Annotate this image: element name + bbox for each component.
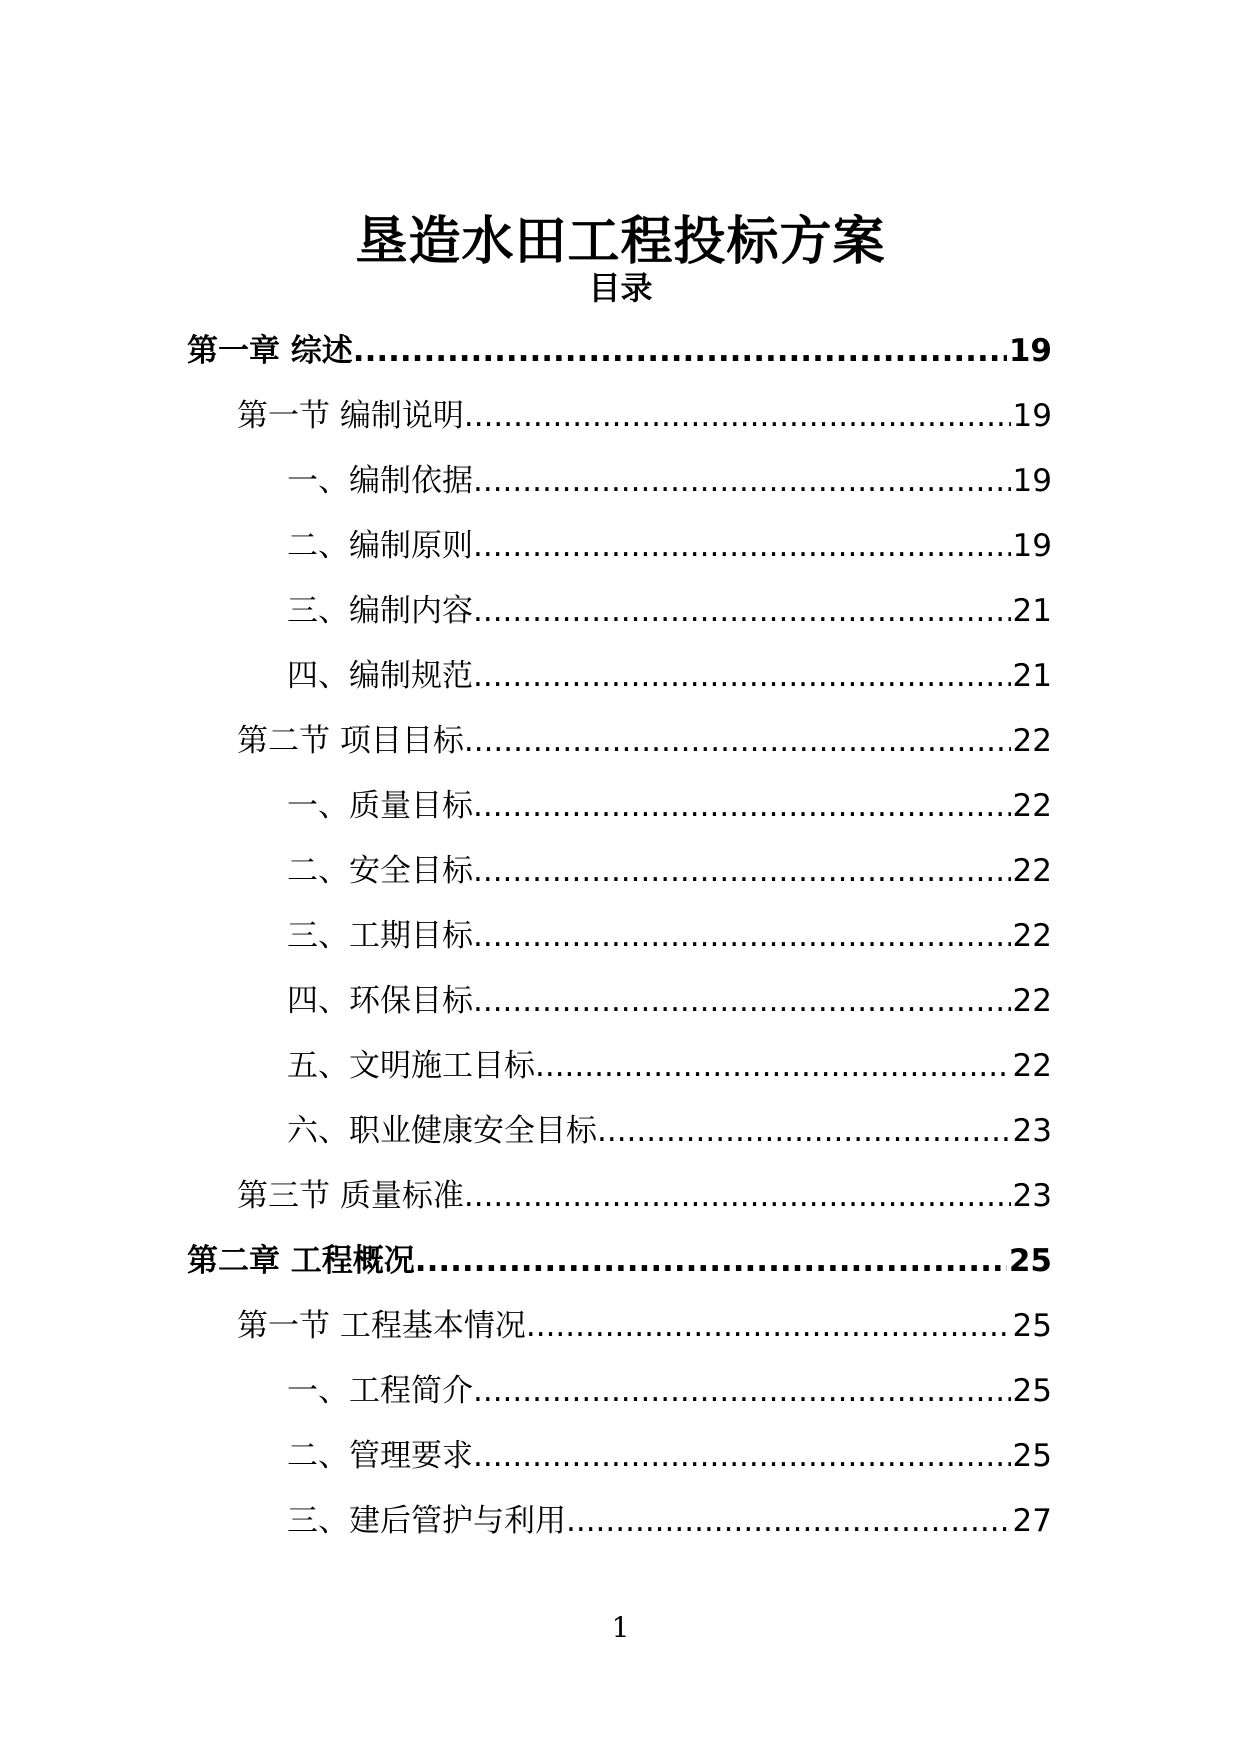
toc-subsection-entry[interactable] bbox=[0, 579, 1052, 644]
toc-entry-page: 23 bbox=[1012, 1178, 1052, 1214]
toc-dot-leader bbox=[415, 1229, 1007, 1294]
toc-entry-label: 五、文明施工目标 bbox=[287, 1048, 535, 1084]
toc-entry-label: 二、安全目标 bbox=[287, 853, 473, 889]
toc-entry-label: 第三节 质量标准 bbox=[237, 1178, 464, 1214]
toc-entry-page: 25 bbox=[1012, 1373, 1052, 1409]
toc-subsection-entry[interactable] bbox=[0, 969, 1052, 1034]
toc-dot-leader bbox=[597, 1099, 1011, 1164]
toc-entry-label: 一、工程简介 bbox=[287, 1373, 473, 1409]
toc-subsection-entry[interactable] bbox=[0, 839, 1052, 904]
toc-entry-label: 第一节 编制说明 bbox=[237, 398, 464, 434]
toc-dot-leader bbox=[464, 384, 1011, 449]
toc-entry-label: 二、编制原则 bbox=[287, 528, 473, 564]
toc-dot-leader bbox=[473, 969, 1011, 1034]
toc-chapter-entry[interactable] bbox=[0, 319, 1052, 384]
document-title: 垦造水田工程投标方案 bbox=[355, 211, 886, 272]
toc-dot-leader bbox=[473, 449, 1011, 514]
toc-dot-leader bbox=[473, 904, 1011, 969]
toc-subsection-entry[interactable] bbox=[0, 1099, 1052, 1164]
toc-entry-page: 19 bbox=[1012, 463, 1052, 499]
toc-entry-label: 一、质量目标 bbox=[287, 788, 473, 824]
toc-entry-label: 第一章 综述 bbox=[187, 333, 353, 369]
toc-entry-label: 第二章 工程概况 bbox=[187, 1243, 415, 1279]
toc-entry-page: 19 bbox=[1012, 528, 1052, 564]
toc-entry-label: 一、编制依据 bbox=[287, 463, 473, 499]
toc-entry-page: 21 bbox=[1012, 593, 1052, 629]
toc-entry-label: 三、工期目标 bbox=[287, 918, 473, 954]
toc-subsection-entry[interactable] bbox=[0, 1489, 1052, 1554]
toc-section-entry[interactable] bbox=[0, 709, 1052, 774]
toc-entry-page: 25 bbox=[1012, 1308, 1052, 1344]
toc-entry-label: 第二节 项目目标 bbox=[237, 723, 464, 759]
toc-entry-page: 23 bbox=[1012, 1113, 1052, 1149]
toc-section-entry[interactable] bbox=[0, 1164, 1052, 1229]
toc-entry-page: 22 bbox=[1012, 788, 1052, 824]
toc-entry-page: 21 bbox=[1012, 658, 1052, 694]
toc-entry-page: 25 bbox=[1012, 1438, 1052, 1474]
toc-entry-page: 19 bbox=[1008, 333, 1052, 369]
toc-dot-leader bbox=[473, 514, 1011, 579]
toc-dot-leader bbox=[473, 1359, 1011, 1424]
toc-subsection-entry[interactable] bbox=[0, 904, 1052, 969]
page-number: 1 bbox=[611, 1611, 630, 1644]
toc-dot-leader bbox=[464, 1164, 1011, 1229]
toc-entry-label: 四、环保目标 bbox=[287, 983, 473, 1019]
toc-entry-page: 22 bbox=[1012, 918, 1052, 954]
toc-dot-leader bbox=[353, 319, 1007, 384]
toc-entry-page: 22 bbox=[1012, 1048, 1052, 1084]
toc-entry-label: 六、职业健康安全目标 bbox=[287, 1113, 597, 1149]
toc-entry-label: 三、建后管护与利用 bbox=[287, 1503, 566, 1539]
toc-subsection-entry[interactable] bbox=[0, 774, 1052, 839]
toc-entry-page: 22 bbox=[1012, 853, 1052, 889]
toc-dot-leader bbox=[526, 1294, 1011, 1359]
toc-dot-leader bbox=[473, 644, 1011, 709]
toc-dot-leader bbox=[473, 774, 1011, 839]
toc-dot-leader bbox=[473, 1424, 1011, 1489]
toc-entry-label: 第一节 工程基本情况 bbox=[237, 1308, 526, 1344]
table-of-contents bbox=[0, 319, 1241, 1554]
toc-entry-page: 27 bbox=[1012, 1503, 1052, 1539]
toc-dot-leader bbox=[473, 579, 1011, 644]
toc-subsection-entry[interactable] bbox=[0, 644, 1052, 709]
toc-section-entry[interactable] bbox=[0, 1294, 1052, 1359]
toc-dot-leader bbox=[464, 709, 1011, 774]
toc-dot-leader bbox=[473, 839, 1011, 904]
toc-entry-label: 四、编制规范 bbox=[287, 658, 473, 694]
toc-dot-leader bbox=[535, 1034, 1011, 1099]
toc-entry-page: 22 bbox=[1012, 723, 1052, 759]
toc-dot-leader bbox=[566, 1489, 1011, 1554]
toc-subsection-entry[interactable] bbox=[0, 449, 1052, 514]
toc-entry-page: 22 bbox=[1012, 983, 1052, 1019]
toc-entry-page: 19 bbox=[1012, 398, 1052, 434]
toc-heading: 目录 bbox=[588, 269, 653, 307]
toc-subsection-entry[interactable] bbox=[0, 514, 1052, 579]
toc-entry-label: 二、管理要求 bbox=[287, 1438, 473, 1474]
toc-subsection-entry[interactable] bbox=[0, 1424, 1052, 1489]
toc-section-entry[interactable] bbox=[0, 384, 1052, 449]
toc-chapter-entry[interactable] bbox=[0, 1229, 1052, 1294]
toc-entry-page: 25 bbox=[1008, 1243, 1052, 1279]
toc-subsection-entry[interactable] bbox=[0, 1034, 1052, 1099]
toc-subsection-entry[interactable] bbox=[0, 1359, 1052, 1424]
toc-entry-label: 三、编制内容 bbox=[287, 593, 473, 629]
